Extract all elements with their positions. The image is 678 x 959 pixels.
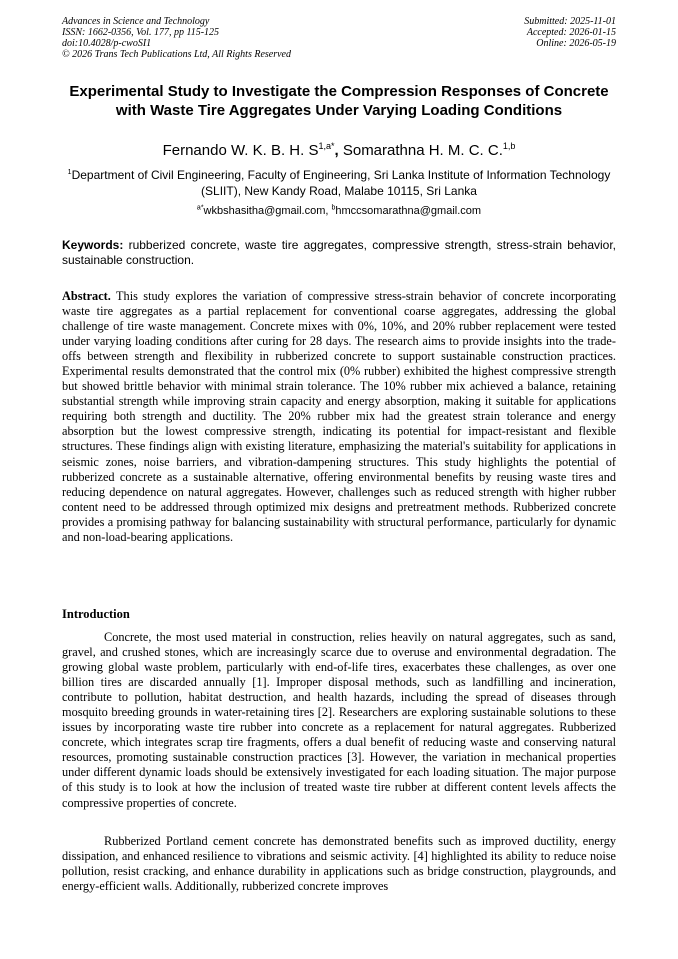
paper-title: Experimental Study to Investigate the Compression Responses of Concrete with Waste Tire Aggregates Under Varying Loading Conditions xyxy=(69,83,609,119)
email-b-mark: b xyxy=(331,204,336,212)
abstract-label: Abstract. xyxy=(62,289,111,303)
email-a: wkbshasitha@gmail.com, xyxy=(203,205,332,217)
dates-info xyxy=(376,16,616,49)
online-date: Online: 2026-05-19 xyxy=(536,38,616,49)
abstract-block xyxy=(62,289,616,545)
author-separator: , xyxy=(334,142,343,159)
affiliation-text: Department of Civil Engineering, Faculty of Engineering, Sri Lanka Institute of Information Technology (SLIIT), New Kandy Road, Malabe 10115, Sri Lanka xyxy=(71,168,611,198)
doi-line: doi:10.4028/p-cwoSI1 xyxy=(62,38,152,49)
affiliation-mark: 1 xyxy=(67,169,72,176)
introduction-paragraph-2: Rubberized Portland cement concrete has demonstrated benefits such as improved ductility, energy dissipation, and enhanced resilience to vibrations and seismic activity. [4] highlighted its ability to reduce noise pollution, resist cracking, and enhance durability in applications such as bridge construction, playgrounds, and energy-efficient walls. Additionally, rubberized concrete improves xyxy=(62,834,616,894)
email-a-mark: a* xyxy=(196,204,204,212)
keywords-label: Keywords: xyxy=(62,238,124,252)
author-2-name: Somarathna H. M. C. C. xyxy=(342,142,503,159)
journal-info xyxy=(62,16,392,60)
email-b: hmccsomarathna@gmail.com xyxy=(335,205,482,217)
accepted-date: Accepted: 2026-01-15 xyxy=(526,27,616,38)
affiliation xyxy=(62,167,616,199)
keywords-block xyxy=(62,238,616,268)
author-2-affiliation-mark: 1,b xyxy=(502,141,516,151)
submitted-date: Submitted: 2025-11-01 xyxy=(524,16,616,27)
introduction-paragraph-1: Concrete, the most used material in construction, relies heavily on natural aggregates, such as sand, gravel, and crushed stones, which are increasingly scarce due to overuse and environmental degradation. The growing global waste problem, particularly with end-of-life tires, exacerbates these challenges, as over one billion tires are discarded annually [1]. Improper disposal methods, such as landfilling and incineration, contribute to pollution, habitat destruction, and health hazards, including the spread of diseases through mosquito breeding grounds in water-retaining tires [2]. Researchers are exploring sustainable solutions to these issues by incorporating waste tire rubber into concrete as a replacement for natural aggregates. Rubberized concrete, which integrates scrap tire fragments, offers a dual benefit of reducing waste and conserving natural resources, promoting sustainable construction practices [3]. However, the variation in mechanical properties under different dynamic loads should be extensively investigated for each loading situation. The major purpose of this study is to look at how the inclusion of treated waste tire rubber at different content levels affects the compressive properties of concrete. xyxy=(62,630,616,810)
introduction-heading: Introduction xyxy=(62,607,130,621)
keywords-text: rubberized concrete, waste tire aggregates, compressive strength, stress-strain behavior, sustainable construction. xyxy=(62,238,616,267)
author-list xyxy=(62,141,616,161)
issn-line: ISSN: 1662-0356, Vol. 177, pp 115-125 xyxy=(62,27,220,38)
copyright-line: © 2026 Trans Tech Publications Ltd, All Rights Reserved xyxy=(62,49,291,60)
journal-name: Advances in Science and Technology xyxy=(62,16,210,27)
author-1-affiliation-mark: 1,a* xyxy=(318,141,335,151)
abstract-text: This study explores the variation of compressive stress-strain behavior of concrete incorporating waste tire aggregates as a partial replacement for conventional coarse aggregates, addressing the global challenge of tire waste management. Concrete mixes with 0%, 10%, and 20% rubber replacement were tested under varying loading conditions after curing for 28 days. The research aims to provide insights into the trade-offs between strength and flexibility in rubberized concrete to support sustainable construction practices. Experimental results demonstrated that the control mix (0% rubber) exhibited the highest compressive strength but showed brittle behavior with minimal strain tolerance. The 10% rubber mix achieved a balance, retaining substantial strength while improving strain capacity and energy absorption, making it suitable for applications requiring both strength and ductility. The 20% rubber mix had the greatest strain tolerance and energy absorption but the lowest compressive strength, indicating its potential for impact-resistant and flexible structures. These findings align with existing literature, emphasizing the material's suitability for applications in seismic zones, noise barriers, and vibration-dampening structures. This study highlights the potential of rubberized concrete as a sustainable alternative, offering environmental benefits by reusing waste tires and reducing dependence on natural aggregates. However, challenges such as reduced strength with higher rubber content need to be addressed through optimized mix designs and pretreatment methods. Rubberized concrete provides a promising pathway for balancing sustainability with structural performance, particularly for dynamic and non-load-bearing applications. xyxy=(62,289,616,544)
author-1-name: Fernando W. K. B. H. S xyxy=(162,142,319,159)
author-emails xyxy=(62,204,616,218)
